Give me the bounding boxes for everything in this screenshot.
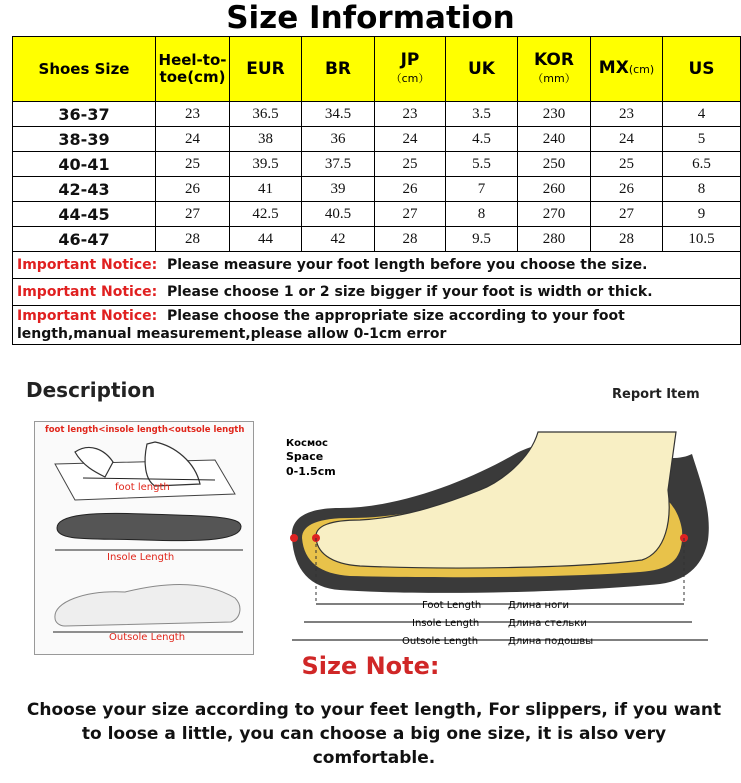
table-cell: 27: [591, 202, 663, 227]
table-row: [13, 102, 741, 127]
table-cell: 26: [591, 177, 663, 202]
shoe-size-cell: 40-41: [13, 152, 156, 177]
notice-label: Important Notice:: [17, 308, 158, 324]
foot-length-caption: foot length: [115, 482, 170, 493]
important-notice: [13, 252, 741, 279]
table-cell: 5.5: [446, 152, 518, 177]
table-cell: 37.5: [302, 152, 375, 177]
notice-row: [13, 279, 741, 306]
table-cell: 230: [518, 102, 591, 127]
table-cell: 25: [591, 152, 663, 177]
table-cell: 25: [156, 152, 230, 177]
column-header-label: KOR: [534, 49, 574, 70]
column-header: [518, 37, 591, 102]
column-header: [230, 37, 302, 102]
table-cell: 8: [446, 202, 518, 227]
space-label-ru: Космос: [286, 438, 328, 449]
table-cell: 260: [518, 177, 591, 202]
table-cell: 28: [156, 227, 230, 252]
shoe-size-cell: 46-47: [13, 227, 156, 252]
page-title: Size Information: [226, 0, 515, 36]
table-cell: 23: [375, 102, 446, 127]
column-header-label: UK: [468, 58, 495, 79]
table-row: [13, 127, 741, 152]
table-cell: 23: [591, 102, 663, 127]
table-cell: 3.5: [446, 102, 518, 127]
column-header-label: EUR: [246, 58, 285, 79]
column-header-label: BR: [324, 58, 352, 79]
shoe-size-cell: 44-45: [13, 202, 156, 227]
table-cell: 240: [518, 127, 591, 152]
foot-length-label: Foot Length: [422, 600, 482, 611]
table-cell: 10.5: [663, 227, 741, 252]
table-cell: 24: [375, 127, 446, 152]
table-cell: 40.5: [302, 202, 375, 227]
table-cell: 39: [302, 177, 375, 202]
table-cell: 7: [446, 177, 518, 202]
table-cell: 26: [375, 177, 446, 202]
table-cell: 280: [518, 227, 591, 252]
notice-row: [13, 252, 741, 279]
shoe-illustration: [55, 584, 240, 626]
table-cell: 25: [375, 152, 446, 177]
outsole-length-label: Outsole Length: [402, 636, 479, 647]
column-header: [375, 37, 446, 102]
notice-label: Important Notice:: [17, 257, 158, 273]
size-note-title: Size Note:: [301, 652, 440, 680]
column-header-label: Heel-to-toe(cm): [158, 51, 227, 86]
notice-text: Please measure your foot length before you choose the size.: [166, 257, 648, 273]
notice-label: Important Notice:: [17, 284, 158, 300]
table-cell: 36.5: [230, 102, 302, 127]
description-title: Description: [26, 378, 156, 402]
insole-length-caption: Insole Length: [107, 552, 175, 563]
table-row: [13, 177, 741, 202]
table-cell: 4: [663, 102, 741, 127]
table-cell: 28: [375, 227, 446, 252]
space-label-en: Space: [286, 450, 324, 463]
table-cell: 250: [518, 152, 591, 177]
foot-shape: [316, 432, 676, 568]
table-cell: 24: [156, 127, 230, 152]
table-cell: 26: [156, 177, 230, 202]
column-header: [156, 37, 230, 102]
table-cell: 28: [591, 227, 663, 252]
table-header-row: [13, 37, 741, 102]
column-header-label: JP: [400, 49, 420, 70]
outsole-length-caption: Outsole Length: [109, 632, 186, 643]
insole-length-label-ru: Длина стельки: [508, 618, 587, 629]
table-cell: 42.5: [230, 202, 302, 227]
report-item-link[interactable]: Report Item: [612, 387, 700, 402]
table-cell: 27: [156, 202, 230, 227]
table-cell: 5: [663, 127, 741, 152]
column-header-label: MX: [598, 58, 629, 78]
column-header: [446, 37, 518, 102]
measurement-illustrations: [35, 422, 253, 654]
notice-text: Please choose the appropriate size according to your foot length,manual measurement,please allow 0-1cm error: [17, 308, 625, 342]
shoe-size-cell: 38-39: [13, 127, 156, 152]
table-cell: 38: [230, 127, 302, 152]
important-notice: [13, 306, 741, 345]
measurement-panel: [34, 421, 254, 655]
foot-length-label-ru: Длина ноги: [508, 600, 569, 611]
table-row: [13, 202, 741, 227]
insole-illustration: [57, 513, 241, 540]
table-cell: 23: [156, 102, 230, 127]
table-cell: 27: [375, 202, 446, 227]
table-cell: 8: [663, 177, 741, 202]
shoe-size-cell: 42-43: [13, 177, 156, 202]
column-header: [302, 37, 375, 102]
column-header-unit: （mm）: [532, 71, 576, 85]
toe-space-marker: [290, 534, 298, 542]
column-header-unit: (cm): [628, 63, 655, 76]
size-note-text: Choose your size according to your feet length, For slippers, if you want to loose a little, you can choose a big one size, it is also very comfortable.: [26, 700, 722, 768]
space-range-label: 0-1.5cm: [286, 465, 336, 478]
table-cell: 6.5: [663, 152, 741, 177]
table-cell: 9.5: [446, 227, 518, 252]
table-cell: 9: [663, 202, 741, 227]
table-cell: 41: [230, 177, 302, 202]
outsole-length-label-ru: Длина подошвы: [508, 636, 594, 647]
table-cell: 24: [591, 127, 663, 152]
table-cell: 42: [302, 227, 375, 252]
important-notice: [13, 279, 741, 306]
table-cell: 4.5: [446, 127, 518, 152]
column-header-label: Shoes Size: [38, 59, 130, 78]
table-cell: 270: [518, 202, 591, 227]
column-header: [591, 37, 663, 102]
column-header: [13, 37, 156, 102]
notice-row: [13, 306, 741, 345]
table-cell: 36: [302, 127, 375, 152]
table-cell: 34.5: [302, 102, 375, 127]
length-comparison-caption: foot length<insole length<outsole length: [45, 425, 245, 435]
insole-length-label: Insole Length: [412, 618, 480, 629]
column-header-unit: （cm）: [390, 71, 430, 85]
size-table: [12, 36, 741, 345]
shoe-size-cell: 36-37: [13, 102, 156, 127]
table-row: [13, 227, 741, 252]
notice-text: Please choose 1 or 2 size bigger if your foot is width or thick.: [166, 284, 653, 300]
table-cell: 44: [230, 227, 302, 252]
column-header: [663, 37, 741, 102]
shoe-cross-section-diagram: [280, 420, 720, 650]
column-header-label: US: [688, 58, 715, 79]
table-cell: 39.5: [230, 152, 302, 177]
table-row: [13, 152, 741, 177]
